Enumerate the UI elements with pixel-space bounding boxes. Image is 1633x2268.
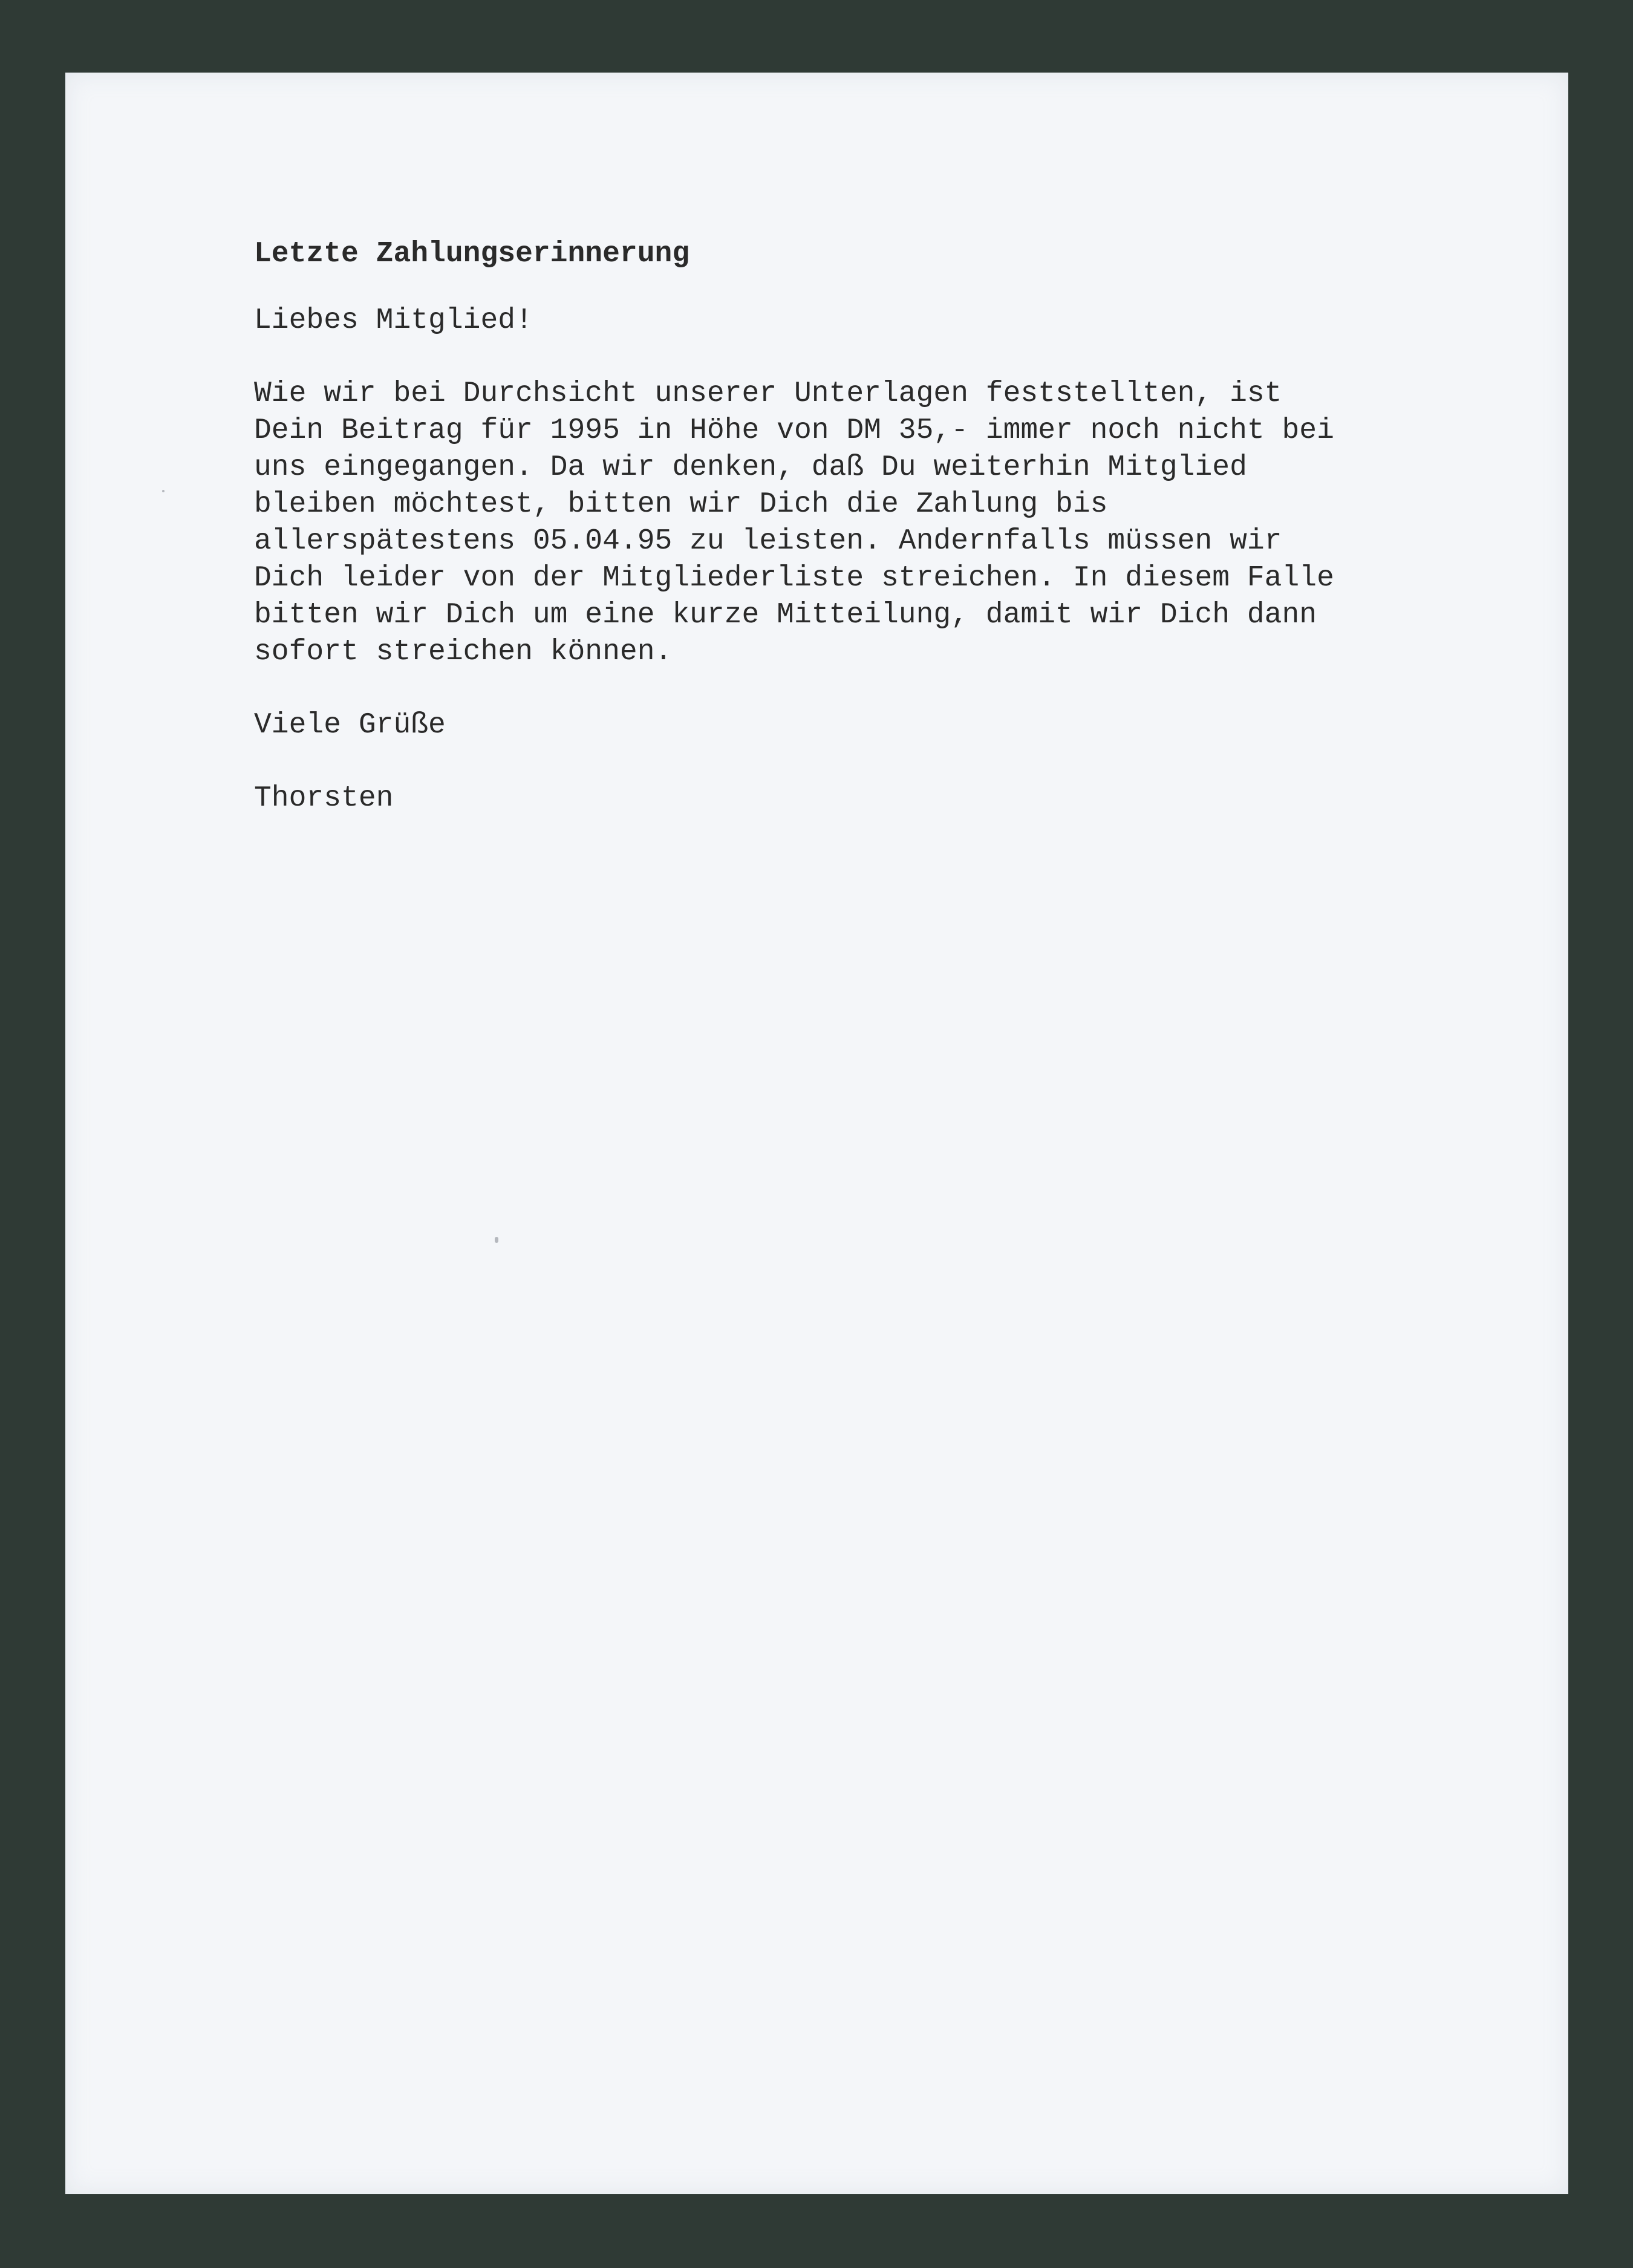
paragraph-line: bleiben möchtest, bitten wir Dich die Zahlung bis: [254, 488, 1108, 521]
closing: Viele Grüße: [254, 709, 446, 741]
paper-sheet: [65, 73, 1568, 2194]
paragraph-line: uns eingegangen. Da wir denken, daß Du weiterhin Mitglied: [254, 451, 1247, 484]
letter-heading: Letzte Zahlungserinnerung: [254, 238, 690, 270]
letter-paragraph: [254, 376, 1464, 671]
paragraph-line: bitten wir Dich um eine kurze Mitteilung, damit wir Dich dann: [254, 599, 1317, 631]
paragraph-line: allerspätestens 05.04.95 zu leisten. Andernfalls müssen wir: [254, 525, 1282, 558]
signature: Thorsten: [254, 782, 394, 815]
paper-speck: [495, 1237, 498, 1243]
paper-speck: [162, 490, 165, 492]
salutation: Liebes Mitglied!: [254, 304, 533, 337]
paragraph-line: Dein Beitrag für 1995 in Höhe von DM 35,- immer noch nicht bei: [254, 414, 1334, 447]
letter-body: [254, 236, 1464, 817]
paragraph-line: Wie wir bei Durchsicht unserer Unterlagen feststellten, ist: [254, 377, 1282, 410]
paragraph-line: sofort streichen können.: [254, 636, 673, 668]
paragraph-line: Dich leider von der Mitgliederliste streichen. In diesem Falle: [254, 562, 1334, 595]
